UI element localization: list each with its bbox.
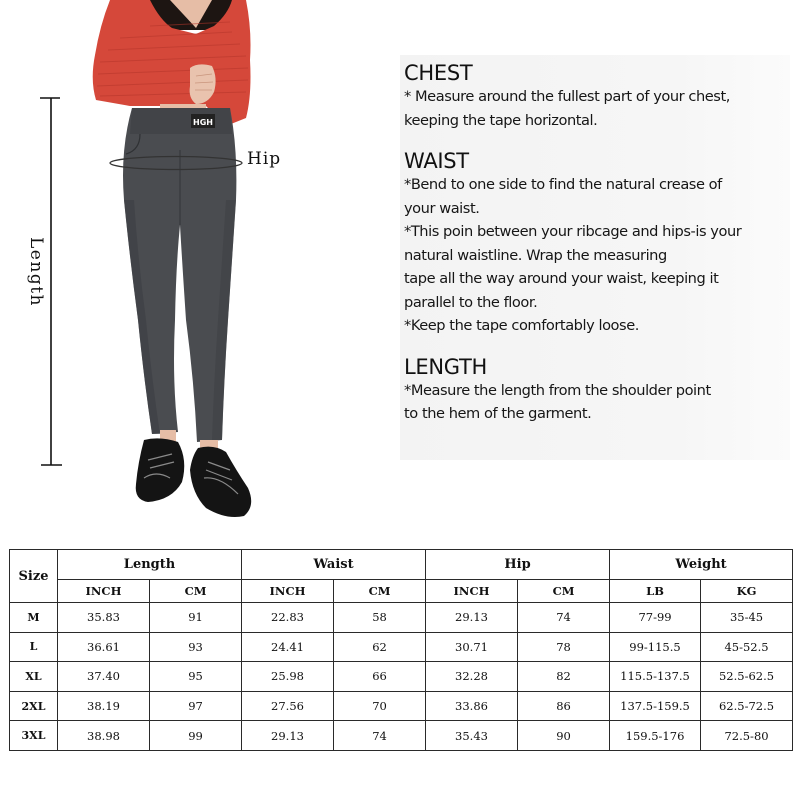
table-cell: 29.13 (426, 603, 518, 633)
column-header-size: Size (10, 550, 58, 603)
measurement-guide (400, 55, 790, 460)
unit-header: INCH (242, 580, 334, 603)
table-cell: 27.56 (242, 691, 334, 721)
table-cell: 25.98 (242, 662, 334, 692)
guide-text: tape all the way around your waist, keeping it (404, 270, 719, 287)
table-cell: 30.71 (426, 632, 518, 662)
table-cell: 29.13 (242, 721, 334, 751)
size-cell: M (10, 603, 58, 633)
table-cell: 93 (150, 632, 242, 662)
unit-header: KG (701, 580, 793, 603)
table-cell: 45-52.5 (701, 632, 793, 662)
table-cell: 99 (150, 721, 242, 751)
table-cell: 22.83 (242, 603, 334, 633)
unit-header: CM (518, 580, 610, 603)
table-cell: 62.5-72.5 (701, 691, 793, 721)
guide-text: *Bend to one side to find the natural crease of (404, 176, 722, 193)
table-cell: 159.5-176 (610, 721, 701, 751)
table-cell: 74 (334, 721, 426, 751)
table-unit-header-row (10, 580, 793, 603)
size-cell: 3XL (10, 721, 58, 751)
table-cell: 91 (150, 603, 242, 633)
guide-heading-chest: CHEST (404, 61, 473, 85)
table-row (10, 603, 793, 633)
table-row (10, 662, 793, 692)
size-cell: 2XL (10, 691, 58, 721)
unit-header: CM (150, 580, 242, 603)
size-cell: XL (10, 662, 58, 692)
table-cell: 24.41 (242, 632, 334, 662)
guide-text: *Measure the length from the shoulder point (404, 381, 711, 399)
size-chart-table (9, 549, 793, 751)
guide-text: to the hem of the garment. (404, 405, 592, 422)
column-group-waist: Waist (242, 550, 426, 580)
hip-label: Hip (247, 149, 282, 169)
table-cell: 36.61 (58, 632, 150, 662)
table-cell: 62 (334, 632, 426, 662)
table-cell: 38.19 (58, 691, 150, 721)
table-cell: 82 (518, 662, 610, 692)
model-illustration (0, 0, 390, 530)
unit-header: INCH (426, 580, 518, 603)
table-cell: 72.5-80 (701, 721, 793, 751)
column-group-length: Length (58, 550, 242, 580)
table-cell: 77-99 (610, 603, 701, 633)
table-cell: 78 (518, 632, 610, 662)
table-cell: 95 (150, 662, 242, 692)
unit-header: INCH (58, 580, 150, 603)
guide-text: natural waistline. Wrap the measuring (404, 246, 667, 264)
unit-header: LB (610, 580, 701, 603)
guide-text: parallel to the floor. (404, 293, 538, 311)
table-row (10, 691, 793, 721)
guide-heading-waist: WAIST (404, 149, 469, 173)
column-group-weight: Weight (610, 550, 793, 580)
table-cell: 37.40 (58, 662, 150, 692)
column-group-hip: Hip (426, 550, 610, 580)
table-cell: 35.43 (426, 721, 518, 751)
guide-text: * Measure around the fullest part of your chest, (404, 88, 730, 105)
table-row (10, 721, 793, 751)
guide-section-waist (404, 149, 790, 338)
table-cell: 33.86 (426, 691, 518, 721)
table-cell: 58 (334, 603, 426, 633)
guide-text: keeping the tape horizontal. (404, 111, 598, 129)
table-cell: 74 (518, 603, 610, 633)
table-cell: 115.5-137.5 (610, 662, 701, 692)
table-cell: 99-115.5 (610, 632, 701, 662)
unit-header: CM (334, 580, 426, 603)
table-group-header-row (10, 550, 793, 580)
guide-text: *Keep the tape comfortably loose. (404, 317, 639, 334)
guide-text: *This poin between your ribcage and hips-is your (404, 223, 742, 240)
size-cell: L (10, 632, 58, 662)
table-cell: 97 (150, 691, 242, 721)
table-cell: 90 (518, 721, 610, 751)
table-cell: 137.5-159.5 (610, 691, 701, 721)
guide-text: your waist. (404, 199, 480, 217)
table-row (10, 632, 793, 662)
table-cell: 86 (518, 691, 610, 721)
table-cell: 32.28 (426, 662, 518, 692)
table-cell: 35.83 (58, 603, 150, 633)
svg-text:HGH: HGH (193, 118, 213, 127)
guide-section-length (404, 355, 790, 426)
product-figure: HGH Length Hip (0, 0, 390, 530)
table-cell: 35-45 (701, 603, 793, 633)
table-cell: 52.5-62.5 (701, 662, 793, 692)
table-cell: 38.98 (58, 721, 150, 751)
guide-section-chest (404, 61, 790, 132)
table-cell: 66 (334, 662, 426, 692)
guide-heading-length: LENGTH (404, 354, 488, 379)
table-cell: 70 (334, 691, 426, 721)
